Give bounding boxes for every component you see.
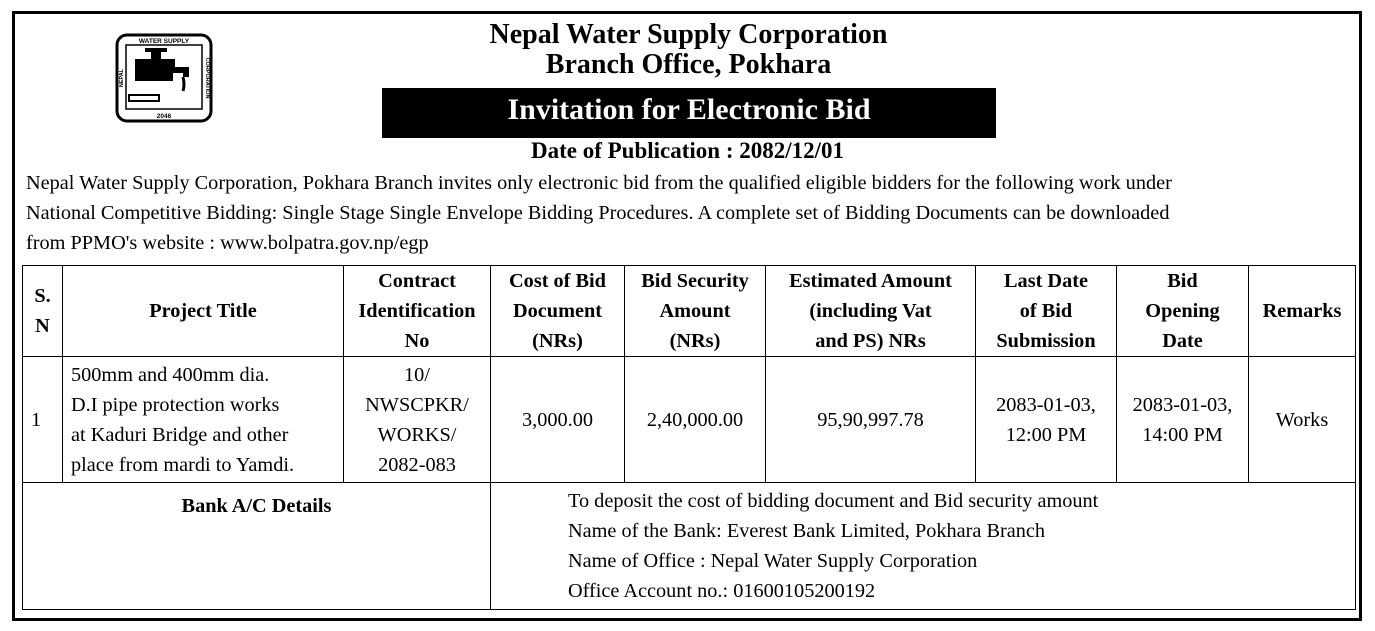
cell-cost: 3,000.00 (491, 357, 625, 483)
org-name: Nepal Water Supply Corporation (489, 19, 888, 50)
header-contract-id: Contract Identification No (344, 266, 491, 357)
bank-details: To deposit the cost of bidding document and Bid security amount Name of the Bank: Everest Bank Limited, Pokhara Branch Name of Office : Nepal Water Supply Corporation Office Account no.: 01600105200192 (491, 483, 1356, 610)
header-security: Bid Security Amount (NRs) (625, 266, 766, 357)
intro-line: National Competitive Bidding: Single Stage Single Envelope Bidding Procedures. A complete set of Bidding Documents can be downloaded (26, 202, 1170, 224)
bank-row (23, 483, 1356, 610)
cell-estimate: 95,90,997.78 (766, 357, 976, 483)
intro-line: from PPMO's website : www.bolpatra.gov.np/egp (26, 232, 429, 254)
publication-date: Date of Publication : 2082/12/01 (530, 138, 845, 163)
cell-sn: 1 (23, 357, 63, 483)
cell-project-title: 500mm and 400mm dia. D.I pipe protection works at Kaduri Bridge and other place from mardi to Yamdi. (63, 357, 344, 483)
intro-line: Nepal Water Supply Corporation, Pokhara Branch invites only electronic bid from the qualified eligible bidders for the following work under (26, 172, 1172, 194)
header-opening-date: Bid Opening Date (1117, 266, 1249, 357)
cell-contract-id: 10/ NWSCPKR/ WORKS/ 2082-083 (344, 357, 491, 483)
bid-table (22, 265, 1356, 610)
cell-remarks: Works (1249, 357, 1356, 483)
intro-paragraph (26, 168, 1358, 258)
logo-left-text: NEPAL (119, 68, 125, 88)
header-project-title: Project Title (63, 266, 344, 357)
header-estimate: Estimated Amount (including Vat and PS) NRs (766, 266, 976, 357)
cell-security: 2,40,000.00 (625, 357, 766, 483)
table-row (23, 357, 1356, 483)
bank-label: Bank A/C Details (23, 483, 491, 610)
header-sn: S. N (23, 266, 63, 357)
logo-right-text: CORPORATION (204, 57, 210, 99)
header-last-date: Last Date of Bid Submission (976, 266, 1117, 357)
header-cost: Cost of Bid Document (NRs) (491, 266, 625, 357)
logo-top-text: WATER SUPPLY (138, 38, 190, 45)
table-header-row (23, 266, 1356, 357)
header-remarks: Remarks (1249, 266, 1356, 357)
cell-opening-date: 2083-01-03, 14:00 PM (1117, 357, 1249, 483)
invitation-banner: Invitation for Electronic Bid (382, 88, 996, 138)
branch-name: Branch Office, Pokhara (545, 49, 832, 80)
cell-last-date: 2083-01-03, 12:00 PM (976, 357, 1117, 483)
logo-year: 2046 (156, 113, 172, 120)
